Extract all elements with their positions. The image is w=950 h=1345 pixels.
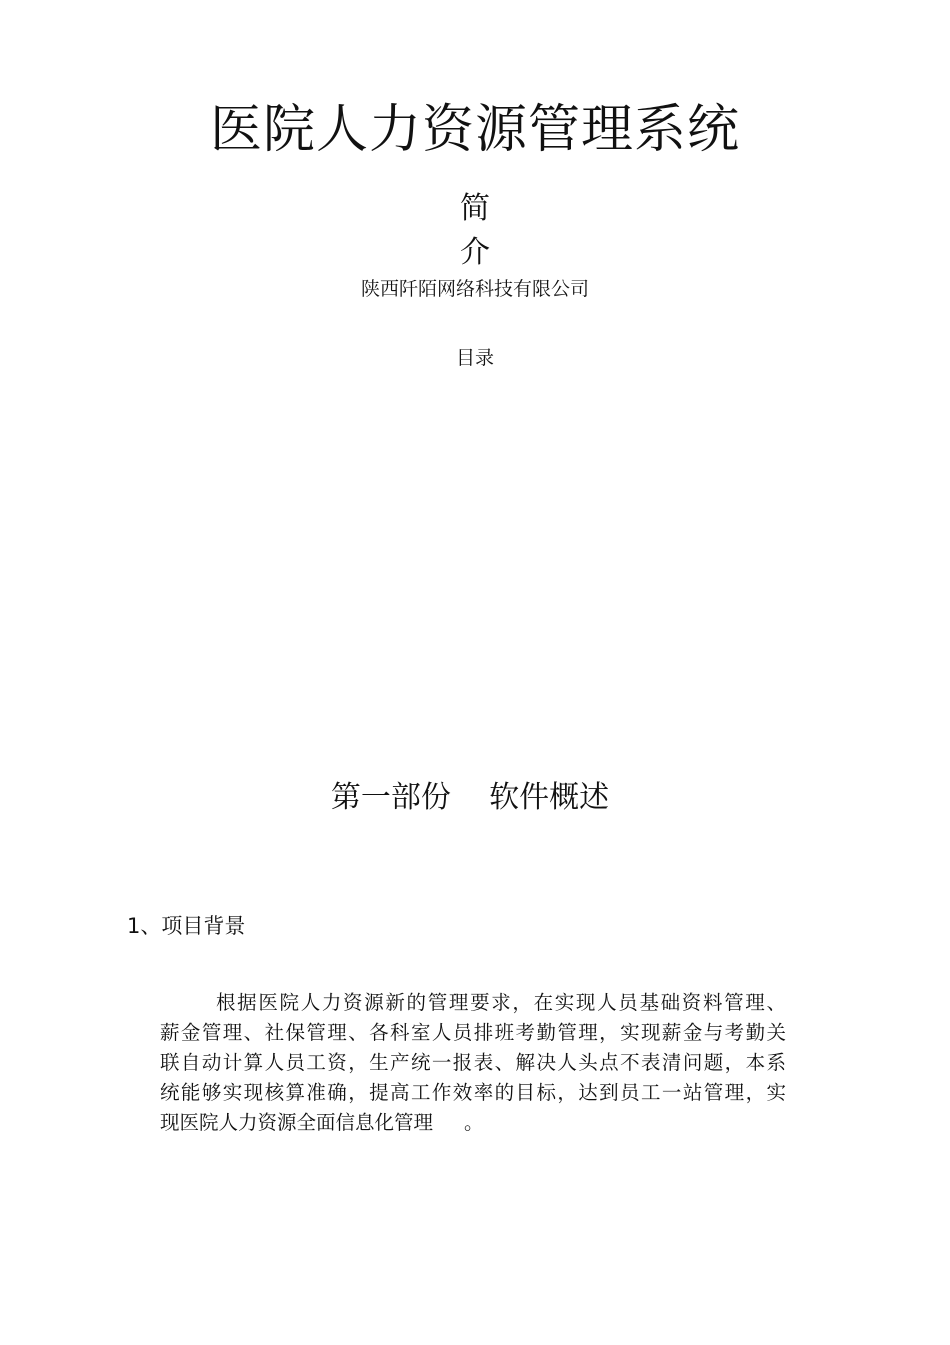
paragraph-line: 联自动计算人员工资，生产统一报表、解决人头点不表清问题，本系 bbox=[160, 1051, 786, 1074]
paragraph-line: 现医院人力资源全面信息化管理 。 bbox=[160, 1111, 484, 1134]
intro-heading-char-2: 介 bbox=[460, 235, 490, 270]
part-heading: 第一部份 软件概述 bbox=[330, 780, 610, 815]
document-title: 医院人力资源管理系统 bbox=[209, 100, 740, 160]
section-heading: 1、项目背景 bbox=[127, 914, 246, 938]
paragraph-line: 根据医院人力资源新的管理要求，在实现人员基础资料管理、 bbox=[216, 991, 786, 1014]
intro-heading-char-1: 简 bbox=[460, 191, 490, 226]
background-paragraph bbox=[160, 988, 786, 1138]
paragraph-line: 统能够实现核算准确，提高工作效率的目标，达到员工一站管理，实 bbox=[160, 1081, 786, 1104]
paragraph-line: 薪金管理、社保管理、各科室人员排班考勤管理，实现薪金与考勤关 bbox=[160, 1021, 786, 1044]
table-of-contents-label: 目录 bbox=[455, 347, 494, 369]
company-name: 陕西阡陌网络科技有限公司 bbox=[360, 278, 589, 300]
